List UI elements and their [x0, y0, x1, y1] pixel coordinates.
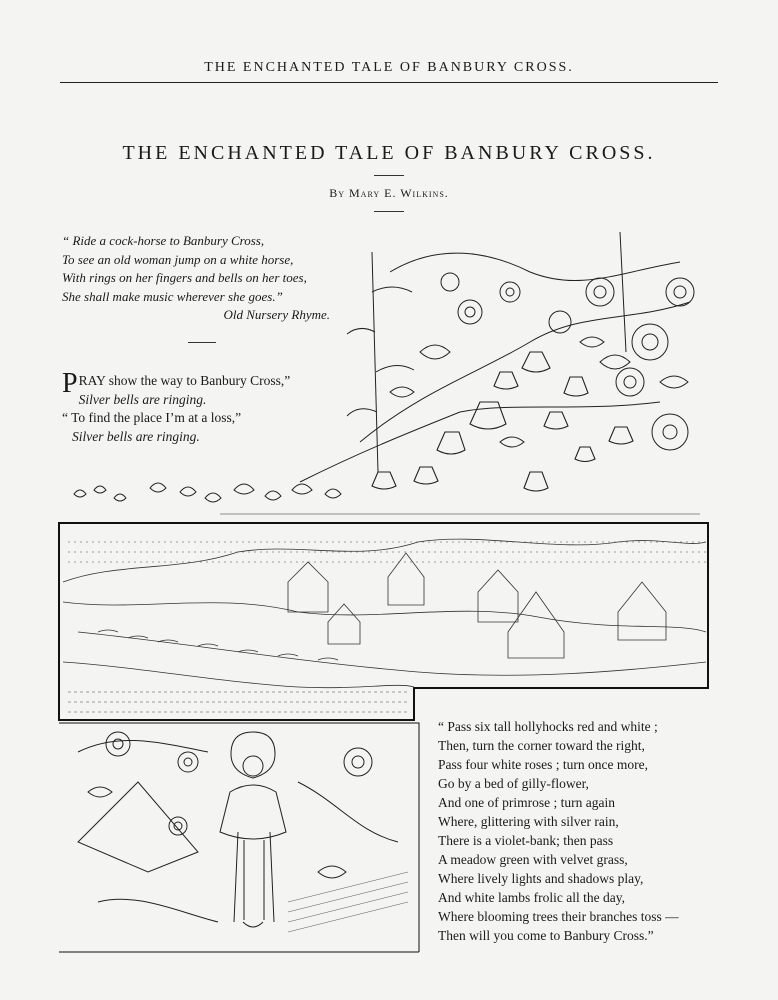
verse-line: Silver bells are ringing.: [78, 391, 207, 407]
verse-two: [438, 717, 738, 945]
verse-line: There is a violet-bank; then pass: [438, 833, 614, 848]
verse-line: Then, turn the corner toward the right,: [438, 738, 645, 753]
drop-cap: P: [62, 368, 78, 399]
running-head: THE ENCHANTED TALE OF BANBURY CROSS.: [204, 60, 574, 75]
verse-line: “ Pass six tall hollyhocks red and white ;: [438, 719, 658, 734]
verse-line: Go by a bed of gilly-flower,: [438, 776, 589, 791]
verse-line: “ To find the place I’m at a loss,”: [62, 410, 242, 425]
header-rule: [60, 82, 718, 83]
verse-line-text: RAY show the way to Banbury Cross,”: [78, 373, 291, 388]
byline: By Mary E. Wilkins.: [329, 186, 449, 200]
title-rule: [374, 175, 404, 176]
bells-and-roses-icon: [60, 232, 710, 522]
verse-line: A meadow green with velvet grass,: [438, 852, 628, 867]
verse-line: And white lambs frolic all the day,: [438, 890, 625, 905]
rhyme-line: “ Ride a cock-horse to Banbury Cross,: [62, 233, 265, 248]
verse-line: Where, glittering with silver rain,: [438, 814, 619, 829]
page-title: THE ENCHANTED TALE OF BANBURY CROSS.: [122, 142, 656, 164]
verse-line: Then will you come to Banbury Cross.”: [438, 928, 654, 943]
verse-line: Where blooming trees their branches toss —: [438, 909, 679, 924]
verse-line: Pass four white roses ; turn once more,: [438, 757, 648, 772]
verse-line: Where lively lights and shadows play,: [438, 871, 644, 886]
rhyme-line: With rings on her fingers and bells on her toes,: [62, 270, 307, 285]
verse-line: And one of primrose ; turn again: [438, 795, 615, 810]
village-landscape-icon: [58, 522, 710, 722]
verse-line: Silver bells are ringing.: [72, 428, 200, 444]
byline-rule: [374, 211, 404, 212]
rhyme-line: To see an old woman jump on a white horse,: [62, 251, 294, 267]
girl-among-roses-icon: [58, 722, 420, 954]
rhyme-line: She shall make music wherever she goes.”: [62, 288, 283, 304]
rhyme-source: Old Nursery Rhyme.: [223, 307, 330, 322]
